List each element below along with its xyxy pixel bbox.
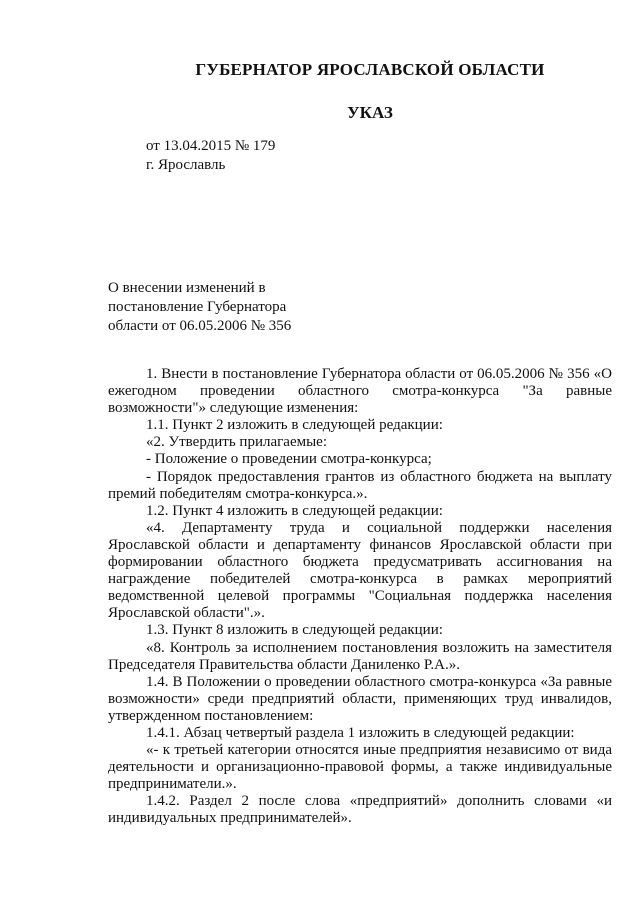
paragraph: - Порядок предоставления грантов из областного бюджета на выплату премий победителям смотра-конкурса.». bbox=[108, 468, 612, 502]
document-subject bbox=[108, 279, 338, 336]
date-number: от 13.04.2015 № 179 bbox=[146, 138, 276, 154]
paragraph: «2. Утвердить прилагаемые: bbox=[146, 434, 327, 451]
document-body bbox=[108, 366, 612, 828]
subject-line-1: О внесении изменений в bbox=[108, 280, 266, 296]
paragraph: 1. Внести в постановление Губернатора области от 06.05.2006 № 356 «О ежегодном проведении областного смотра-конкурса "За равные возможности"» следующие изменения: bbox=[108, 366, 612, 417]
paragraph: 1.1. Пункт 2 изложить в следующей редакции: bbox=[146, 417, 443, 434]
subject-line-2: постановление Губернатора bbox=[108, 299, 287, 315]
paragraph: 1.3. Пункт 8 изложить в следующей редакции: bbox=[146, 622, 443, 639]
paragraph: «- к третьей категории относятся иные предприятия независимо от вида деятельности и организационно-правовой формы, а также индивидуальные предприниматели.». bbox=[108, 742, 612, 793]
paragraph: 1.4.1. Абзац четвертый раздела 1 изложить в следующей редакции: bbox=[146, 724, 575, 741]
document-type: УКАЗ bbox=[347, 103, 393, 122]
paragraph: 1.2. Пункт 4 изложить в следующей редакции: bbox=[146, 502, 443, 519]
paragraph: «8. Контроль за исполнением постановления возложить на заместителя Председателя Правительства области Даниленко Р.А.». bbox=[108, 639, 612, 673]
document-meta bbox=[146, 137, 275, 175]
paragraph: «4. Департаменту труда и социальной поддержки населения Ярославской области и департаменту финансов Ярославской области при формировании областного бюджета предусматривать ассигнования на награждение победителей смотра-конкурса в рамках мероприятий ведомственной целевой программы "Социальная поддержка населения Ярославской области".». bbox=[108, 519, 612, 622]
authority-title: ГУБЕРНАТОР ЯРОСЛАВСКОЙ ОБЛАСТИ bbox=[195, 60, 545, 79]
paragraph: 1.4. В Положении о проведении областного смотра-конкурса «За равные возможности» среди предприятий области, применяющих труд инвалидов, утвержденном постановлением: bbox=[108, 673, 612, 724]
city: г. Ярославль bbox=[146, 157, 226, 173]
paragraph: 1.4.2. Раздел 2 после слова «предприятий» дополнить словами «и индивидуальных предпринимателей». bbox=[108, 793, 612, 827]
subject-line-3: области от 06.05.2006 № 356 bbox=[108, 318, 292, 334]
paragraph: - Положение о проведении смотра-конкурса; bbox=[146, 451, 432, 468]
